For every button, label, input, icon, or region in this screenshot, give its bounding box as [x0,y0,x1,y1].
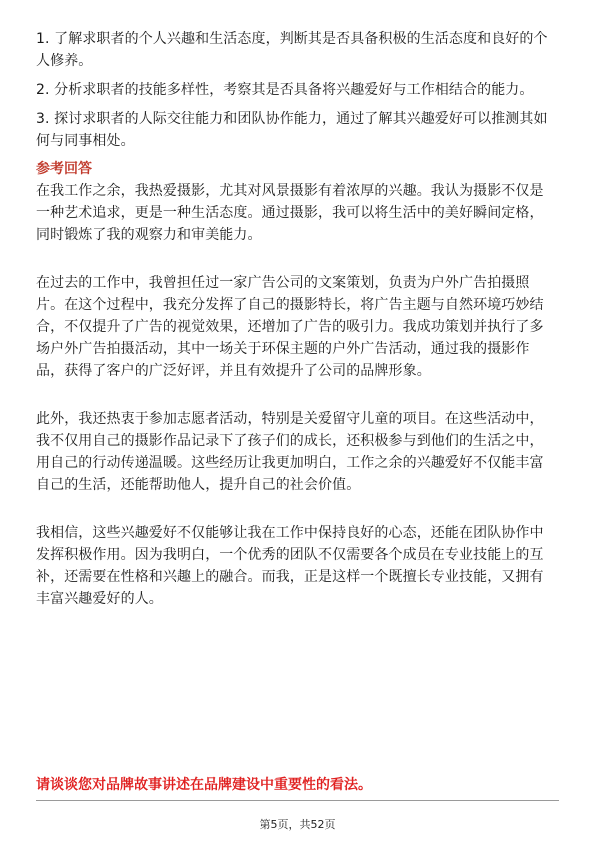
answer-paragraph-2-line-3: 合，不仅提升了广告的视觉效果，还增加了广告的吸引力。我成功策划并执行了多 [36,319,544,335]
next-question: 请谈谈您对品牌故事讲述在品牌建设中重要性的看法。 [36,777,372,793]
answer-paragraph-1 [36,180,562,246]
answer-paragraph-3-line-2: 我不仅用自己的摄影作品记录下了孩子们的成长，还积极参与到他们的生活之中， [36,433,544,449]
answer-paragraph-4-line-4: 丰富兴趣爱好的人。 [36,591,163,607]
answer-paragraph-4-line-1: 我相信，这些兴趣爱好不仅能够让我在工作中保持良好的心态，还能在团队协作中 [36,525,544,541]
point-1 [36,28,562,72]
answer-paragraph-3-line-1: 此外，我还热衷于参加志愿者活动，特别是关爱留守儿童的项目。在这些活动中， [36,411,544,427]
answer-paragraph-2 [36,272,562,382]
point-1-line-1: 1. 了解求职者的个人兴趣和生活态度，判断其是否具备积极的生活态度和良好的个 [36,31,548,47]
answer-heading: 参考回答 [36,161,92,177]
answer-paragraph-1-line-1: 在我工作之余，我热爱摄影，尤其对风景摄影有着浓厚的兴趣。我认为摄影不仅是 [36,183,544,199]
answer-paragraph-4 [36,522,562,610]
point-2 [36,79,562,101]
answer-paragraph-3-line-3: 用自己的行动传递温暖。这些经历让我更加明白，工作之余的兴趣爱好不仅能丰富 [36,455,544,471]
answer-paragraph-4-line-3: 补，还需要在性格和兴趣上的融合。而我，正是这样一个既擅长专业技能，又拥有 [36,569,544,585]
footer-divider [36,800,559,801]
point-3-line-1: 3. 探讨求职者的人际交往能力和团队协作能力，通过了解其兴趣爱好可以推测其如 [36,111,548,127]
answer-paragraph-2-line-2: 片。在这个过程中，我充分发挥了自己的摄影特长，将广告主题与自然环境巧妙结 [36,297,544,313]
point-3-line-2: 何与同事相处。 [36,133,135,149]
page-content [36,28,562,610]
answer-paragraph-2-line-5: 品，获得了客户的广泛好评，并且有效提升了公司的品牌形象。 [36,363,431,379]
point-1-line-2: 人修养。 [36,53,93,69]
page-number: 第5页，共52页 [259,818,336,831]
answer-paragraph-2-line-4: 场户外广告拍摄活动，其中一场关于环保主题的户外广告活动，通过我的摄影作 [36,341,530,357]
answer-paragraph-3-line-4: 自己的生活，还能帮助他人，提升自己的社会价值。 [36,477,361,493]
point-3 [36,108,562,152]
answer-paragraph-1-line-2: 一种艺术追求，更是一种生活态度。通过摄影，我可以将生活中的美好瞬间定格， [36,205,544,221]
answer-paragraph-1-line-3: 同时锻炼了我的观察力和审美能力。 [36,227,262,243]
point-2-line-1: 2. 分析求职者的技能多样性，考察其是否具备将兴趣爱好与工作相结合的能力。 [36,82,534,98]
answer-body [36,180,562,610]
answer-paragraph-4-line-2: 发挥积极作用。因为我明白，一个优秀的团队不仅需要各个成员在专业技能上的互 [36,547,544,563]
answer-paragraph-2-line-1: 在过去的工作中，我曾担任过一家广告公司的文案策划，负责为户外广告拍摄照 [36,275,530,291]
answer-paragraph-3 [36,408,562,496]
evaluation-points [36,28,562,152]
